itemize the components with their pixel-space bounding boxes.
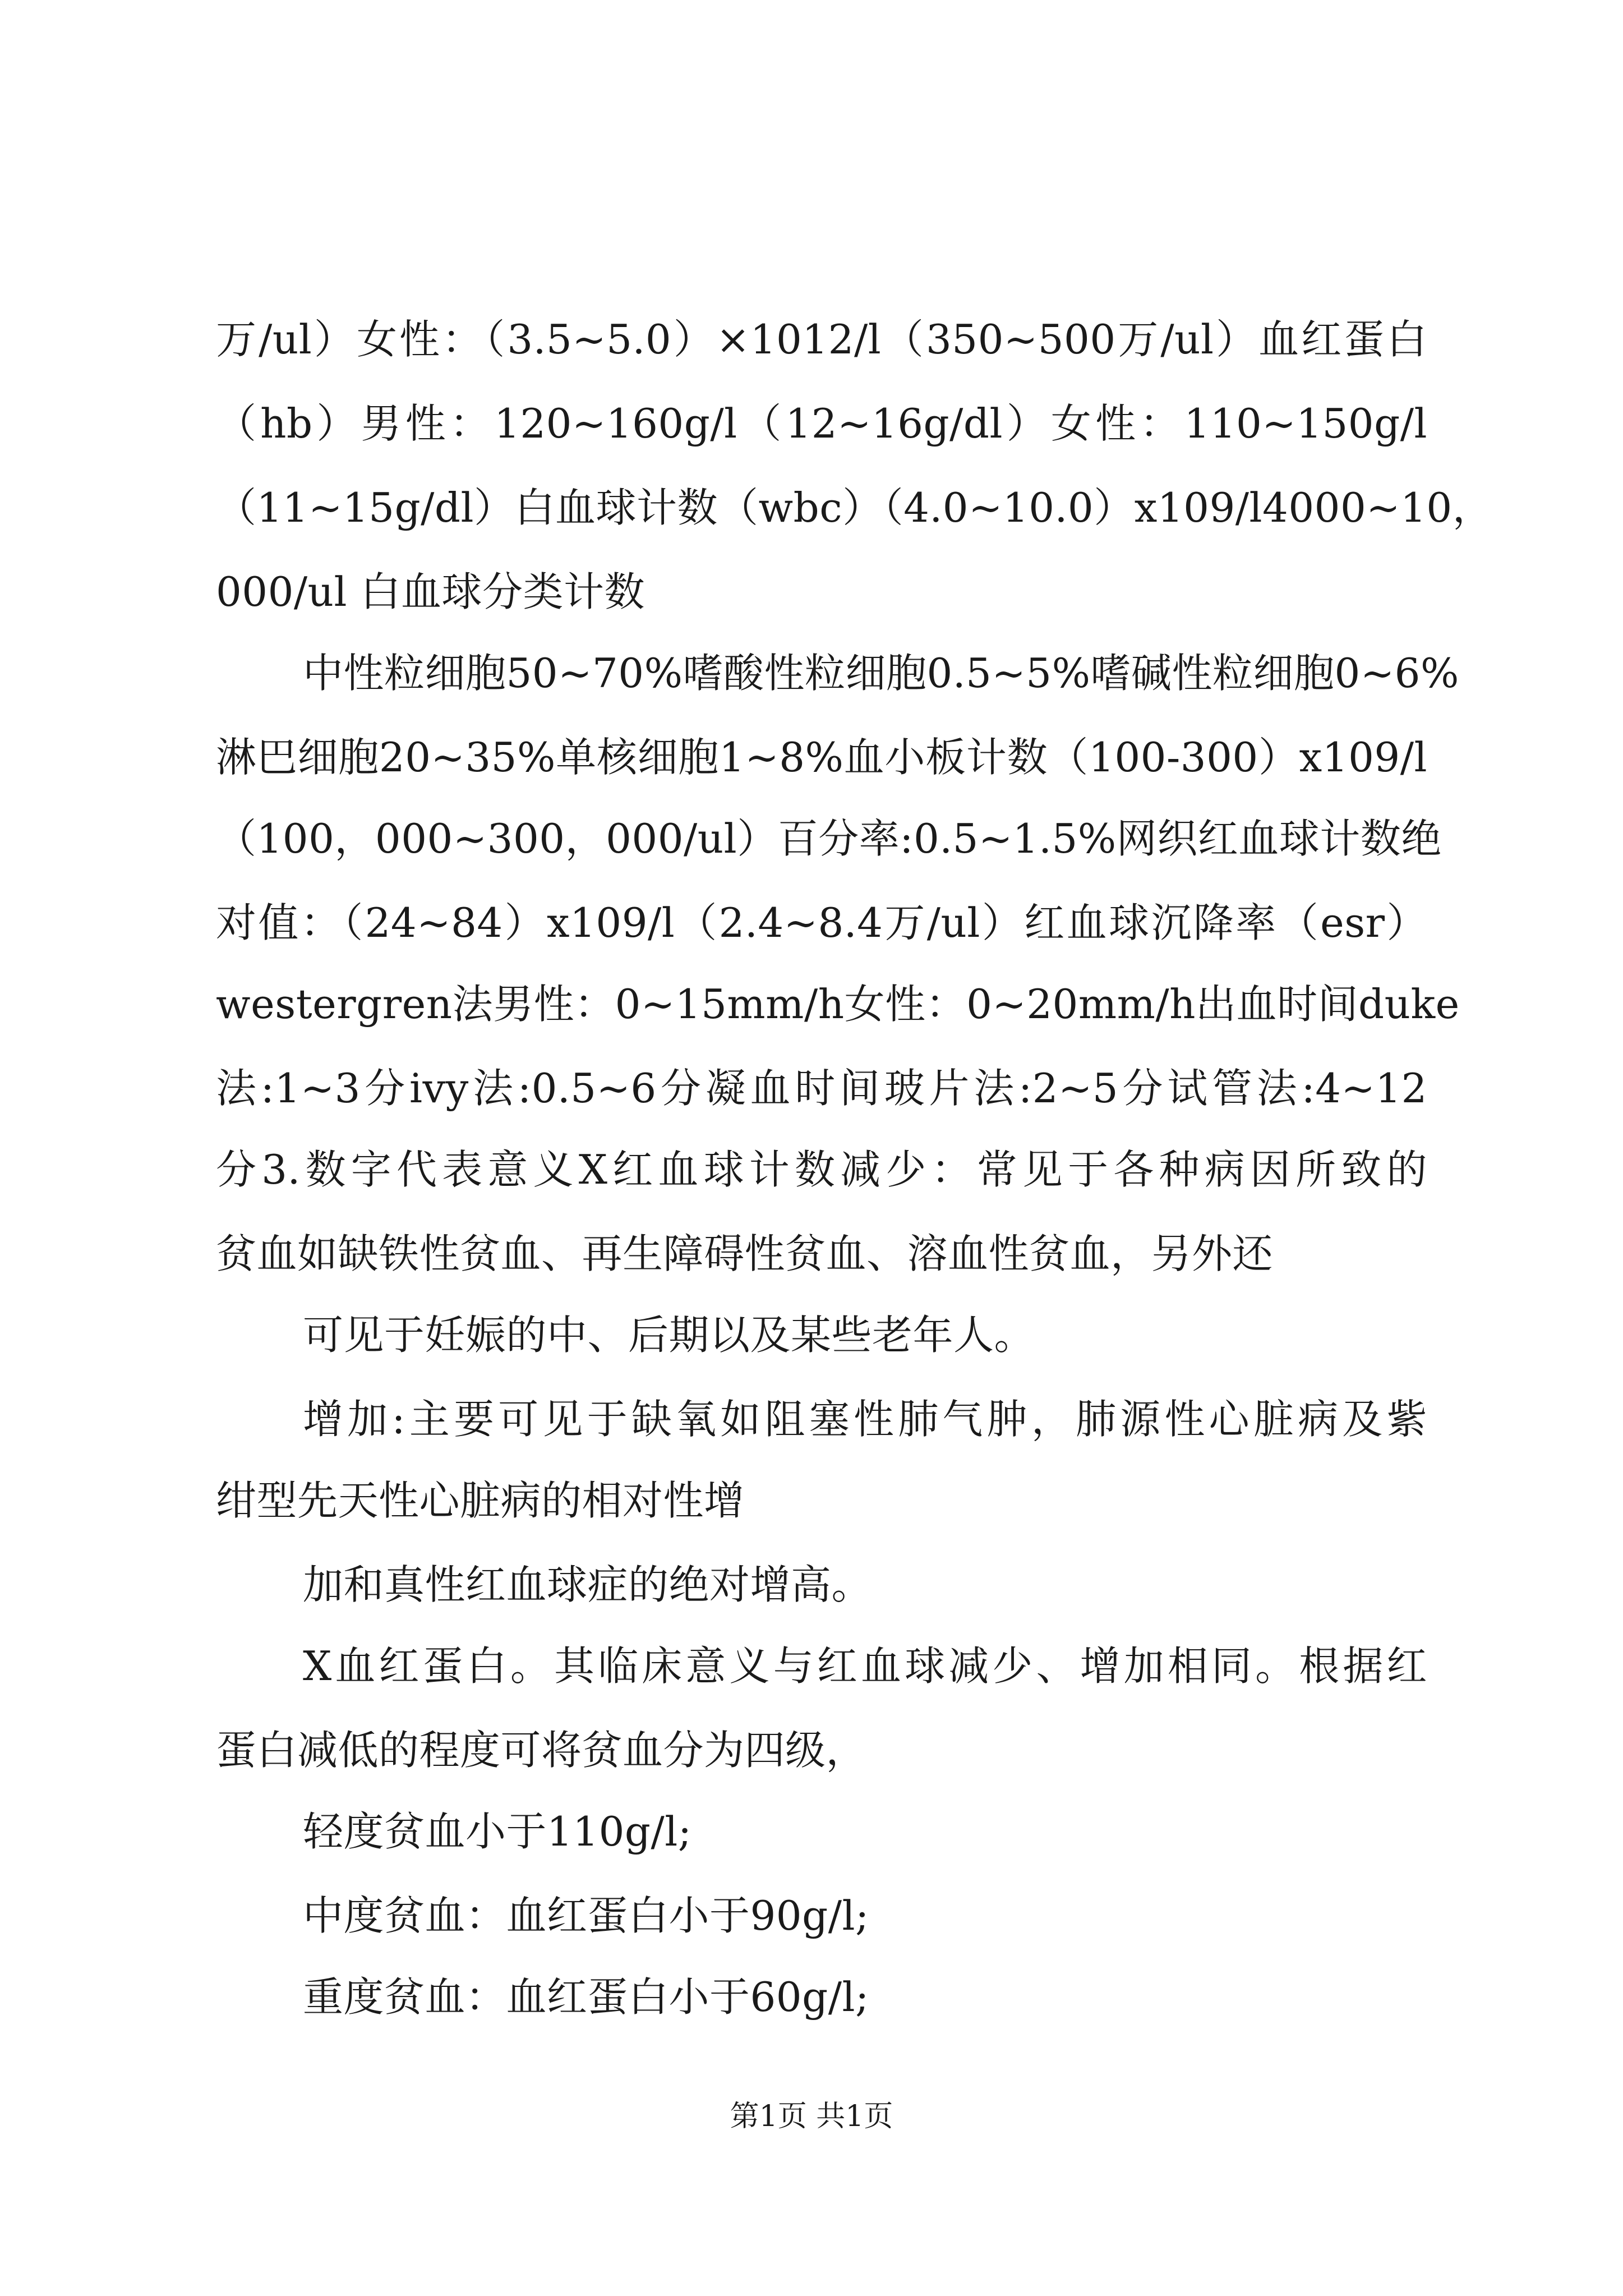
text-line-5: 中性粒细胞50~70%嗜酸性粒细胞0.5~5%嗜碱性粒细胞0~6% [303,650,1459,697]
text-line-1: 万/ul）女性：（3.5~5.0）×1012/l（350~500万/ul）血红蛋白 [216,316,1427,363]
page-footer: 第1页 共1页 [730,2100,893,2133]
text-line-7: （100，000~300，000/ul）百分率:0.5~1.5%网织红血球计数绝 [216,815,1442,862]
text-line-17: X血红蛋白。其临床意义与红血球减少、增加相同。根据红 [303,1642,1427,1690]
text-line-14: 增加:主要可见于缺氧如阻塞性肺气肿，肺源性心脏病及紫 [303,1396,1427,1443]
text-line-9: westergren法男性：0~15mm/h女性：0~20mm/h出血时间duke [216,981,1460,1028]
text-line-2: （hb）男性：120~160g/l（12~16g/dl）女性：110~150g/l [216,400,1427,447]
text-line-11: 分3.数字代表意义X红血球计数减少：常见于各种病因所致的 [216,1146,1427,1193]
text-line-19: 轻度贫血小于110g/l; [303,1808,692,1855]
text-line-12: 贫血如缺铁性贫血、再生障碍性贫血、溶血性贫血，另外还 [216,1230,1274,1277]
text-line-18: 蛋白减低的程度可将贫血分为四级， [216,1727,867,1774]
text-line-21: 重度贫血：血红蛋白小于60g/l; [303,1973,869,2021]
text-line-3: （11~15g/dl）白血球计数（wbc）（4.0~10.0）x109/l4000~10， [216,484,1493,531]
text-line-15: 绀型先天性心脏病的相对性增 [216,1477,745,1524]
text-line-6: 淋巴细胞20~35%单核细胞1~8%血小板计数（100-300）x109/l [216,734,1427,781]
text-line-13: 可见于妊娠的中、后期以及某些老年人。 [303,1312,1035,1359]
text-line-20: 中度贫血：血红蛋白小于90g/l; [303,1892,869,1939]
text-line-4: 000/ul 白血球分类计数 [216,568,645,615]
text-line-16: 加和真性红血球症的绝对增高。 [303,1561,873,1608]
text-line-8: 对值：（24~84）x109/l（2.4~8.4万/ul）红血球沉降率（esr） [216,899,1427,946]
text-line-10: 法:1~3分ivy法:0.5~6分凝血时间玻片法:2~5分试管法:4~12 [216,1065,1427,1112]
